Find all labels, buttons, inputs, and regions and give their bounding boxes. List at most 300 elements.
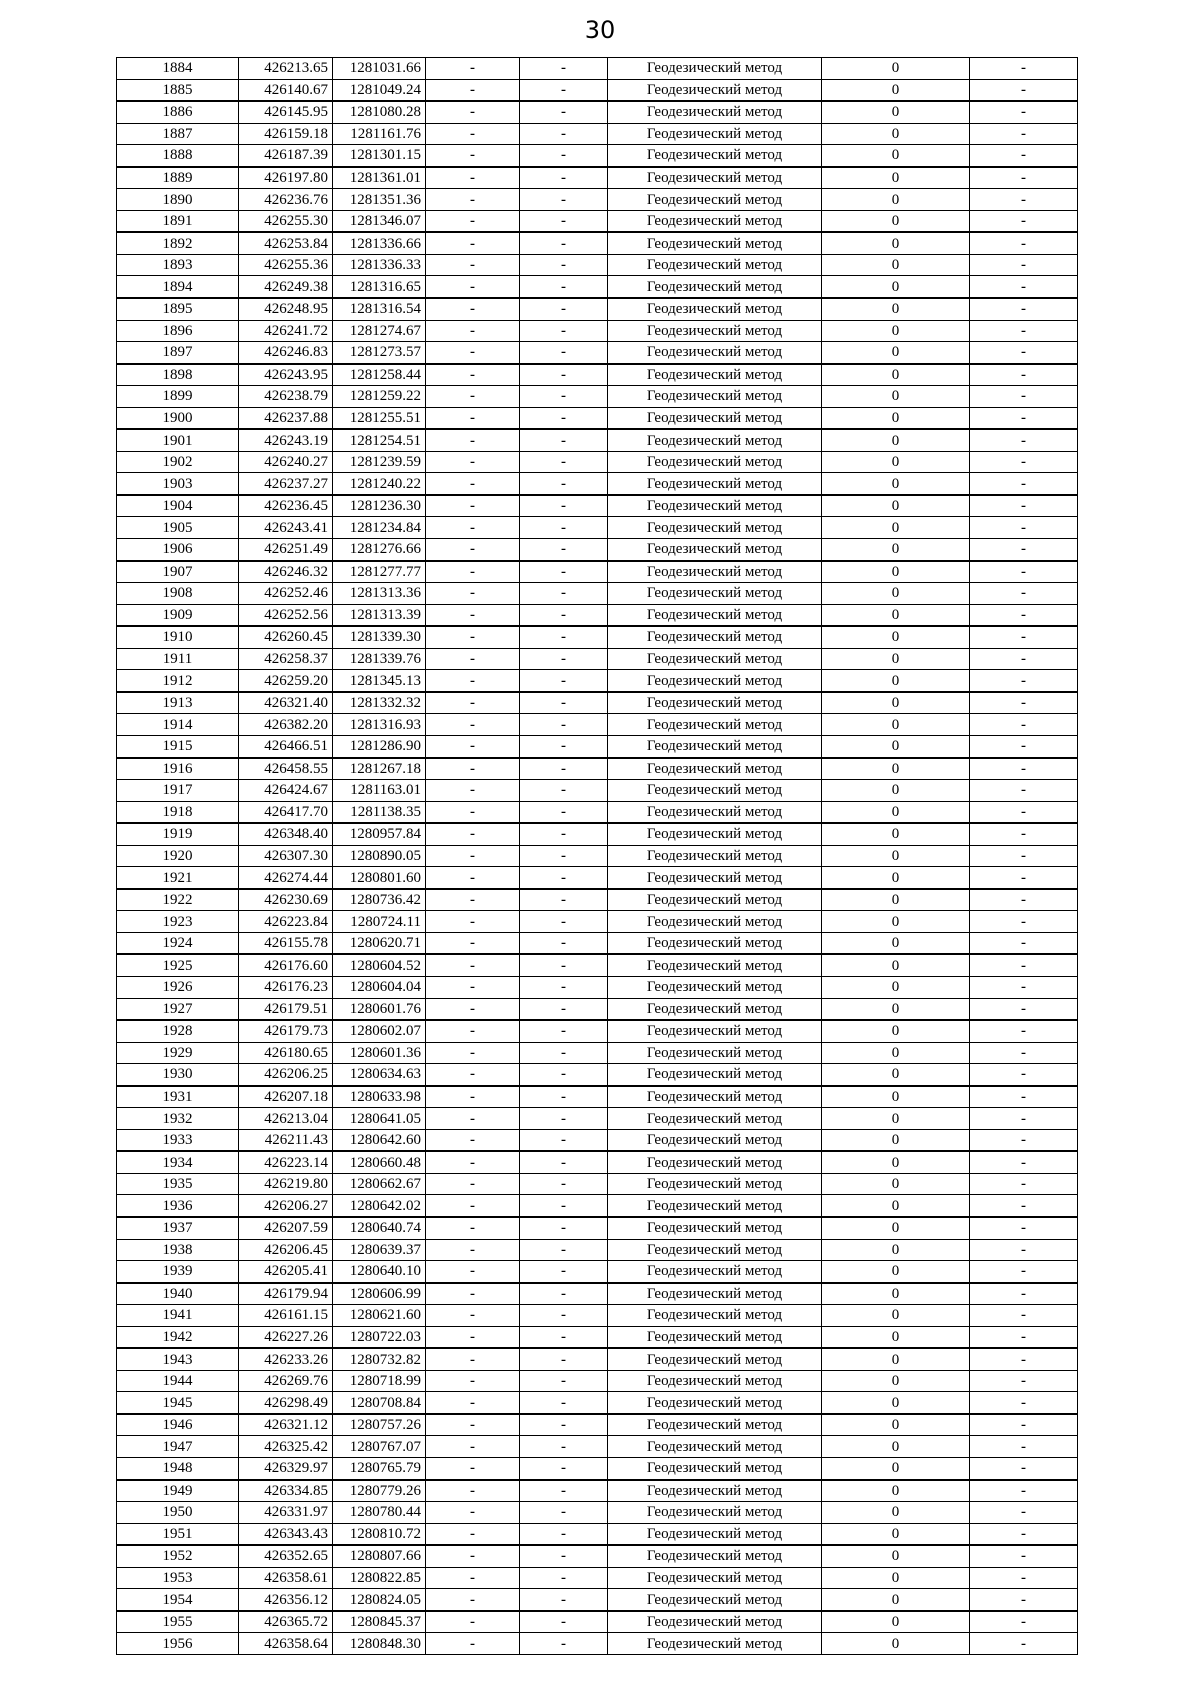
empty-col-4-cell: - (426, 79, 520, 101)
table-row (117, 1042, 1078, 1064)
empty-col-8-cell: - (970, 735, 1078, 757)
empty-col-4-cell: - (426, 1502, 520, 1524)
y-coordinate-cell: 1280642.02 (333, 1195, 426, 1217)
empty-col-5-cell: - (520, 517, 608, 539)
error-value-cell: 0 (822, 342, 970, 364)
point-number-cell: 1910 (117, 626, 239, 648)
y-coordinate-cell: 1281240.22 (333, 473, 426, 495)
empty-col-4-cell: - (426, 1567, 520, 1589)
empty-col-8-cell: - (970, 1436, 1078, 1458)
empty-col-4-cell: - (426, 1458, 520, 1480)
point-number-cell: 1937 (117, 1217, 239, 1239)
empty-col-8-cell: - (970, 167, 1078, 189)
empty-col-4-cell: - (426, 1523, 520, 1545)
empty-col-4-cell: - (426, 1173, 520, 1195)
y-coordinate-cell: 1281339.76 (333, 648, 426, 670)
error-value-cell: 0 (822, 232, 970, 254)
error-value-cell: 0 (822, 189, 970, 211)
error-value-cell: 0 (822, 780, 970, 802)
empty-col-8-cell: - (970, 823, 1078, 845)
empty-col-5-cell: - (520, 1305, 608, 1327)
empty-col-5-cell: - (520, 451, 608, 473)
empty-col-8-cell: - (970, 189, 1078, 211)
error-value-cell: 0 (822, 1195, 970, 1217)
point-number-cell: 1956 (117, 1633, 239, 1655)
point-number-cell: 1930 (117, 1064, 239, 1086)
empty-col-5-cell: - (520, 1502, 608, 1524)
error-value-cell: 0 (822, 1151, 970, 1173)
empty-col-5-cell: - (520, 845, 608, 867)
table-row (117, 1567, 1078, 1589)
table-row (117, 1436, 1078, 1458)
method-cell: Геодезический метод (608, 867, 822, 889)
empty-col-8-cell: - (970, 210, 1078, 232)
table-row (117, 320, 1078, 342)
x-coordinate-cell: 426211.43 (239, 1129, 333, 1151)
x-coordinate-cell: 426238.79 (239, 386, 333, 408)
point-number-cell: 1931 (117, 1086, 239, 1108)
empty-col-8-cell: - (970, 1589, 1078, 1611)
empty-col-5-cell: - (520, 604, 608, 626)
empty-col-8-cell: - (970, 867, 1078, 889)
empty-col-8-cell: - (970, 1567, 1078, 1589)
empty-col-5-cell: - (520, 1567, 608, 1589)
empty-col-5-cell: - (520, 342, 608, 364)
table-row (117, 1173, 1078, 1195)
y-coordinate-cell: 1281259.22 (333, 386, 426, 408)
empty-col-5-cell: - (520, 1458, 608, 1480)
y-coordinate-cell: 1281276.66 (333, 539, 426, 561)
empty-col-8-cell: - (970, 1392, 1078, 1414)
empty-col-5-cell: - (520, 670, 608, 692)
point-number-cell: 1953 (117, 1567, 239, 1589)
error-value-cell: 0 (822, 758, 970, 780)
empty-col-4-cell: - (426, 1611, 520, 1633)
table-row (117, 758, 1078, 780)
empty-col-8-cell: - (970, 954, 1078, 976)
error-value-cell: 0 (822, 1480, 970, 1502)
y-coordinate-cell: 1281273.57 (333, 342, 426, 364)
x-coordinate-cell: 426343.43 (239, 1523, 333, 1545)
empty-col-5-cell: - (520, 232, 608, 254)
empty-col-4-cell: - (426, 1392, 520, 1414)
empty-col-5-cell: - (520, 976, 608, 998)
empty-col-8-cell: - (970, 692, 1078, 714)
error-value-cell: 0 (822, 58, 970, 80)
error-value-cell: 0 (822, 561, 970, 583)
point-number-cell: 1890 (117, 189, 239, 211)
empty-col-8-cell: - (970, 1370, 1078, 1392)
y-coordinate-cell: 1281031.66 (333, 58, 426, 80)
empty-col-4-cell: - (426, 583, 520, 605)
empty-col-8-cell: - (970, 801, 1078, 823)
method-cell: Геодезический метод (608, 998, 822, 1020)
empty-col-8-cell: - (970, 561, 1078, 583)
empty-col-8-cell: - (970, 1545, 1078, 1567)
y-coordinate-cell: 1281277.77 (333, 561, 426, 583)
table-row (117, 1480, 1078, 1502)
empty-col-5-cell: - (520, 1195, 608, 1217)
empty-col-4-cell: - (426, 1589, 520, 1611)
point-number-cell: 1922 (117, 889, 239, 911)
method-cell: Геодезический метод (608, 58, 822, 80)
y-coordinate-cell: 1280718.99 (333, 1370, 426, 1392)
x-coordinate-cell: 426206.27 (239, 1195, 333, 1217)
method-cell: Геодезический метод (608, 911, 822, 933)
empty-col-4-cell: - (426, 364, 520, 386)
x-coordinate-cell: 426417.70 (239, 801, 333, 823)
y-coordinate-cell: 1281161.76 (333, 123, 426, 145)
error-value-cell: 0 (822, 364, 970, 386)
table-body (117, 58, 1078, 1655)
table-row (117, 79, 1078, 101)
empty-col-5-cell: - (520, 123, 608, 145)
table-row (117, 386, 1078, 408)
error-value-cell: 0 (822, 1305, 970, 1327)
empty-col-4-cell: - (426, 626, 520, 648)
point-number-cell: 1913 (117, 692, 239, 714)
y-coordinate-cell: 1281236.30 (333, 495, 426, 517)
table-row (117, 1064, 1078, 1086)
x-coordinate-cell: 426274.44 (239, 867, 333, 889)
error-value-cell: 0 (822, 1414, 970, 1436)
empty-col-5-cell: - (520, 1064, 608, 1086)
empty-col-8-cell: - (970, 1523, 1078, 1545)
y-coordinate-cell: 1281274.67 (333, 320, 426, 342)
x-coordinate-cell: 426206.45 (239, 1239, 333, 1261)
empty-col-5-cell: - (520, 867, 608, 889)
y-coordinate-cell: 1280660.48 (333, 1151, 426, 1173)
method-cell: Геодезический метод (608, 342, 822, 364)
empty-col-5-cell: - (520, 1042, 608, 1064)
x-coordinate-cell: 426331.97 (239, 1502, 333, 1524)
empty-col-8-cell: - (970, 1217, 1078, 1239)
method-cell: Геодезический метод (608, 780, 822, 802)
table-row (117, 998, 1078, 1020)
empty-col-8-cell: - (970, 1195, 1078, 1217)
point-number-cell: 1887 (117, 123, 239, 145)
empty-col-4-cell: - (426, 1129, 520, 1151)
y-coordinate-cell: 1280780.44 (333, 1502, 426, 1524)
y-coordinate-cell: 1280641.05 (333, 1108, 426, 1130)
y-coordinate-cell: 1281255.51 (333, 407, 426, 429)
table-row (117, 1545, 1078, 1567)
table-row (117, 1326, 1078, 1348)
error-value-cell: 0 (822, 1239, 970, 1261)
error-value-cell: 0 (822, 320, 970, 342)
empty-col-5-cell: - (520, 692, 608, 714)
point-number-cell: 1951 (117, 1523, 239, 1545)
y-coordinate-cell: 1281313.39 (333, 604, 426, 626)
x-coordinate-cell: 426356.12 (239, 1589, 333, 1611)
empty-col-8-cell: - (970, 539, 1078, 561)
method-cell: Геодезический метод (608, 758, 822, 780)
y-coordinate-cell: 1281361.01 (333, 167, 426, 189)
point-number-cell: 1924 (117, 932, 239, 954)
empty-col-5-cell: - (520, 735, 608, 757)
method-cell: Геодезический метод (608, 167, 822, 189)
empty-col-5-cell: - (520, 714, 608, 736)
empty-col-4-cell: - (426, 342, 520, 364)
error-value-cell: 0 (822, 1392, 970, 1414)
x-coordinate-cell: 426258.37 (239, 648, 333, 670)
empty-col-4-cell: - (426, 1305, 520, 1327)
empty-col-8-cell: - (970, 670, 1078, 692)
empty-col-4-cell: - (426, 1633, 520, 1655)
table-row (117, 1151, 1078, 1173)
empty-col-4-cell: - (426, 1217, 520, 1239)
x-coordinate-cell: 426424.67 (239, 780, 333, 802)
y-coordinate-cell: 1281345.13 (333, 670, 426, 692)
empty-col-8-cell: - (970, 714, 1078, 736)
point-number-cell: 1900 (117, 407, 239, 429)
empty-col-4-cell: - (426, 1480, 520, 1502)
empty-col-5-cell: - (520, 561, 608, 583)
point-number-cell: 1908 (117, 583, 239, 605)
method-cell: Геодезический метод (608, 932, 822, 954)
empty-col-4-cell: - (426, 604, 520, 626)
table-row (117, 473, 1078, 495)
error-value-cell: 0 (822, 473, 970, 495)
x-coordinate-cell: 426348.40 (239, 823, 333, 845)
empty-col-4-cell: - (426, 1436, 520, 1458)
error-value-cell: 0 (822, 845, 970, 867)
empty-col-4-cell: - (426, 823, 520, 845)
point-number-cell: 1885 (117, 79, 239, 101)
x-coordinate-cell: 426236.76 (239, 189, 333, 211)
table-row (117, 1283, 1078, 1305)
empty-col-4-cell: - (426, 320, 520, 342)
table-row (117, 1348, 1078, 1370)
method-cell: Геодезический метод (608, 276, 822, 298)
empty-col-4-cell: - (426, 1283, 520, 1305)
empty-col-5-cell: - (520, 1348, 608, 1370)
x-coordinate-cell: 426205.41 (239, 1261, 333, 1283)
x-coordinate-cell: 426213.04 (239, 1108, 333, 1130)
point-number-cell: 1941 (117, 1305, 239, 1327)
empty-col-4-cell: - (426, 1545, 520, 1567)
error-value-cell: 0 (822, 517, 970, 539)
y-coordinate-cell: 1281239.59 (333, 451, 426, 473)
table-row (117, 58, 1078, 80)
empty-col-4-cell: - (426, 1086, 520, 1108)
empty-col-4-cell: - (426, 976, 520, 998)
empty-col-8-cell: - (970, 407, 1078, 429)
empty-col-5-cell: - (520, 1108, 608, 1130)
empty-col-4-cell: - (426, 58, 520, 80)
empty-col-8-cell: - (970, 1042, 1078, 1064)
method-cell: Геодезический метод (608, 1370, 822, 1392)
error-value-cell: 0 (822, 386, 970, 408)
empty-col-8-cell: - (970, 932, 1078, 954)
table-row (117, 1414, 1078, 1436)
empty-col-8-cell: - (970, 495, 1078, 517)
error-value-cell: 0 (822, 801, 970, 823)
y-coordinate-cell: 1280708.84 (333, 1392, 426, 1414)
x-coordinate-cell: 426358.61 (239, 1567, 333, 1589)
error-value-cell: 0 (822, 889, 970, 911)
point-number-cell: 1921 (117, 867, 239, 889)
error-value-cell: 0 (822, 1370, 970, 1392)
empty-col-8-cell: - (970, 889, 1078, 911)
table-row (117, 342, 1078, 364)
error-value-cell: 0 (822, 735, 970, 757)
empty-col-5-cell: - (520, 101, 608, 123)
table-row (117, 1305, 1078, 1327)
empty-col-4-cell: - (426, 517, 520, 539)
table-row (117, 298, 1078, 320)
table-row (117, 1195, 1078, 1217)
table-row (117, 670, 1078, 692)
y-coordinate-cell: 1281336.66 (333, 232, 426, 254)
empty-col-4-cell: - (426, 561, 520, 583)
error-value-cell: 0 (822, 1326, 970, 1348)
y-coordinate-cell: 1280822.85 (333, 1567, 426, 1589)
error-value-cell: 0 (822, 1589, 970, 1611)
y-coordinate-cell: 1281080.28 (333, 101, 426, 123)
x-coordinate-cell: 426248.95 (239, 298, 333, 320)
empty-col-5-cell: - (520, 1261, 608, 1283)
method-cell: Геодезический метод (608, 976, 822, 998)
point-number-cell: 1928 (117, 1020, 239, 1042)
method-cell: Геодезический метод (608, 145, 822, 167)
empty-col-8-cell: - (970, 758, 1078, 780)
point-number-cell: 1923 (117, 911, 239, 933)
empty-col-4-cell: - (426, 473, 520, 495)
point-number-cell: 1893 (117, 254, 239, 276)
point-number-cell: 1904 (117, 495, 239, 517)
x-coordinate-cell: 426223.84 (239, 911, 333, 933)
empty-col-4-cell: - (426, 429, 520, 451)
error-value-cell: 0 (822, 1064, 970, 1086)
error-value-cell: 0 (822, 998, 970, 1020)
empty-col-8-cell: - (970, 254, 1078, 276)
point-number-cell: 1914 (117, 714, 239, 736)
table-row (117, 276, 1078, 298)
empty-col-5-cell: - (520, 254, 608, 276)
point-number-cell: 1916 (117, 758, 239, 780)
error-value-cell: 0 (822, 145, 970, 167)
point-number-cell: 1952 (117, 1545, 239, 1567)
x-coordinate-cell: 426223.14 (239, 1151, 333, 1173)
table-row (117, 561, 1078, 583)
empty-col-5-cell: - (520, 386, 608, 408)
method-cell: Геодезический метод (608, 1042, 822, 1064)
x-coordinate-cell: 426179.73 (239, 1020, 333, 1042)
empty-col-4-cell: - (426, 735, 520, 757)
x-coordinate-cell: 426240.27 (239, 451, 333, 473)
point-number-cell: 1896 (117, 320, 239, 342)
y-coordinate-cell: 1280620.71 (333, 932, 426, 954)
empty-col-8-cell: - (970, 604, 1078, 626)
error-value-cell: 0 (822, 583, 970, 605)
error-value-cell: 0 (822, 714, 970, 736)
empty-col-4-cell: - (426, 1261, 520, 1283)
method-cell: Геодезический метод (608, 1567, 822, 1589)
point-number-cell: 1899 (117, 386, 239, 408)
empty-col-8-cell: - (970, 1611, 1078, 1633)
empty-col-5-cell: - (520, 276, 608, 298)
method-cell: Геодезический метод (608, 1195, 822, 1217)
method-cell: Геодезический метод (608, 495, 822, 517)
x-coordinate-cell: 426161.15 (239, 1305, 333, 1327)
x-coordinate-cell: 426155.78 (239, 932, 333, 954)
empty-col-8-cell: - (970, 429, 1078, 451)
empty-col-8-cell: - (970, 1414, 1078, 1436)
y-coordinate-cell: 1281301.15 (333, 145, 426, 167)
x-coordinate-cell: 426179.94 (239, 1283, 333, 1305)
empty-col-8-cell: - (970, 1305, 1078, 1327)
empty-col-5-cell: - (520, 364, 608, 386)
table-row (117, 845, 1078, 867)
x-coordinate-cell: 426321.40 (239, 692, 333, 714)
point-number-cell: 1932 (117, 1108, 239, 1130)
point-number-cell: 1920 (117, 845, 239, 867)
empty-col-8-cell: - (970, 451, 1078, 473)
error-value-cell: 0 (822, 1173, 970, 1195)
table-row (117, 932, 1078, 954)
error-value-cell: 0 (822, 1217, 970, 1239)
table-row (117, 801, 1078, 823)
method-cell: Геодезический метод (608, 429, 822, 451)
empty-col-4-cell: - (426, 254, 520, 276)
table-row (117, 1589, 1078, 1611)
x-coordinate-cell: 426246.83 (239, 342, 333, 364)
empty-col-8-cell: - (970, 1086, 1078, 1108)
point-number-cell: 1915 (117, 735, 239, 757)
empty-col-8-cell: - (970, 517, 1078, 539)
error-value-cell: 0 (822, 539, 970, 561)
point-number-cell: 1944 (117, 1370, 239, 1392)
empty-col-5-cell: - (520, 1129, 608, 1151)
y-coordinate-cell: 1280642.60 (333, 1129, 426, 1151)
point-number-cell: 1948 (117, 1458, 239, 1480)
empty-col-4-cell: - (426, 954, 520, 976)
method-cell: Геодезический метод (608, 407, 822, 429)
empty-col-5-cell: - (520, 932, 608, 954)
method-cell: Геодезический метод (608, 298, 822, 320)
error-value-cell: 0 (822, 254, 970, 276)
empty-col-4-cell: - (426, 298, 520, 320)
point-number-cell: 1889 (117, 167, 239, 189)
empty-col-8-cell: - (970, 626, 1078, 648)
error-value-cell: 0 (822, 429, 970, 451)
x-coordinate-cell: 426206.25 (239, 1064, 333, 1086)
error-value-cell: 0 (822, 1261, 970, 1283)
y-coordinate-cell: 1280848.30 (333, 1633, 426, 1655)
table-row (117, 626, 1078, 648)
point-number-cell: 1891 (117, 210, 239, 232)
x-coordinate-cell: 426253.84 (239, 232, 333, 254)
empty-col-5-cell: - (520, 1589, 608, 1611)
x-coordinate-cell: 426227.26 (239, 1326, 333, 1348)
empty-col-4-cell: - (426, 276, 520, 298)
table-row (117, 429, 1078, 451)
point-number-cell: 1940 (117, 1283, 239, 1305)
method-cell: Геодезический метод (608, 1633, 822, 1655)
x-coordinate-cell: 426329.97 (239, 1458, 333, 1480)
error-value-cell: 0 (822, 407, 970, 429)
y-coordinate-cell: 1281346.07 (333, 210, 426, 232)
method-cell: Геодезический метод (608, 1414, 822, 1436)
point-number-cell: 1912 (117, 670, 239, 692)
empty-col-5-cell: - (520, 801, 608, 823)
x-coordinate-cell: 426358.64 (239, 1633, 333, 1655)
method-cell: Геодезический метод (608, 1217, 822, 1239)
point-number-cell: 1926 (117, 976, 239, 998)
empty-col-5-cell: - (520, 1086, 608, 1108)
x-coordinate-cell: 426237.27 (239, 473, 333, 495)
